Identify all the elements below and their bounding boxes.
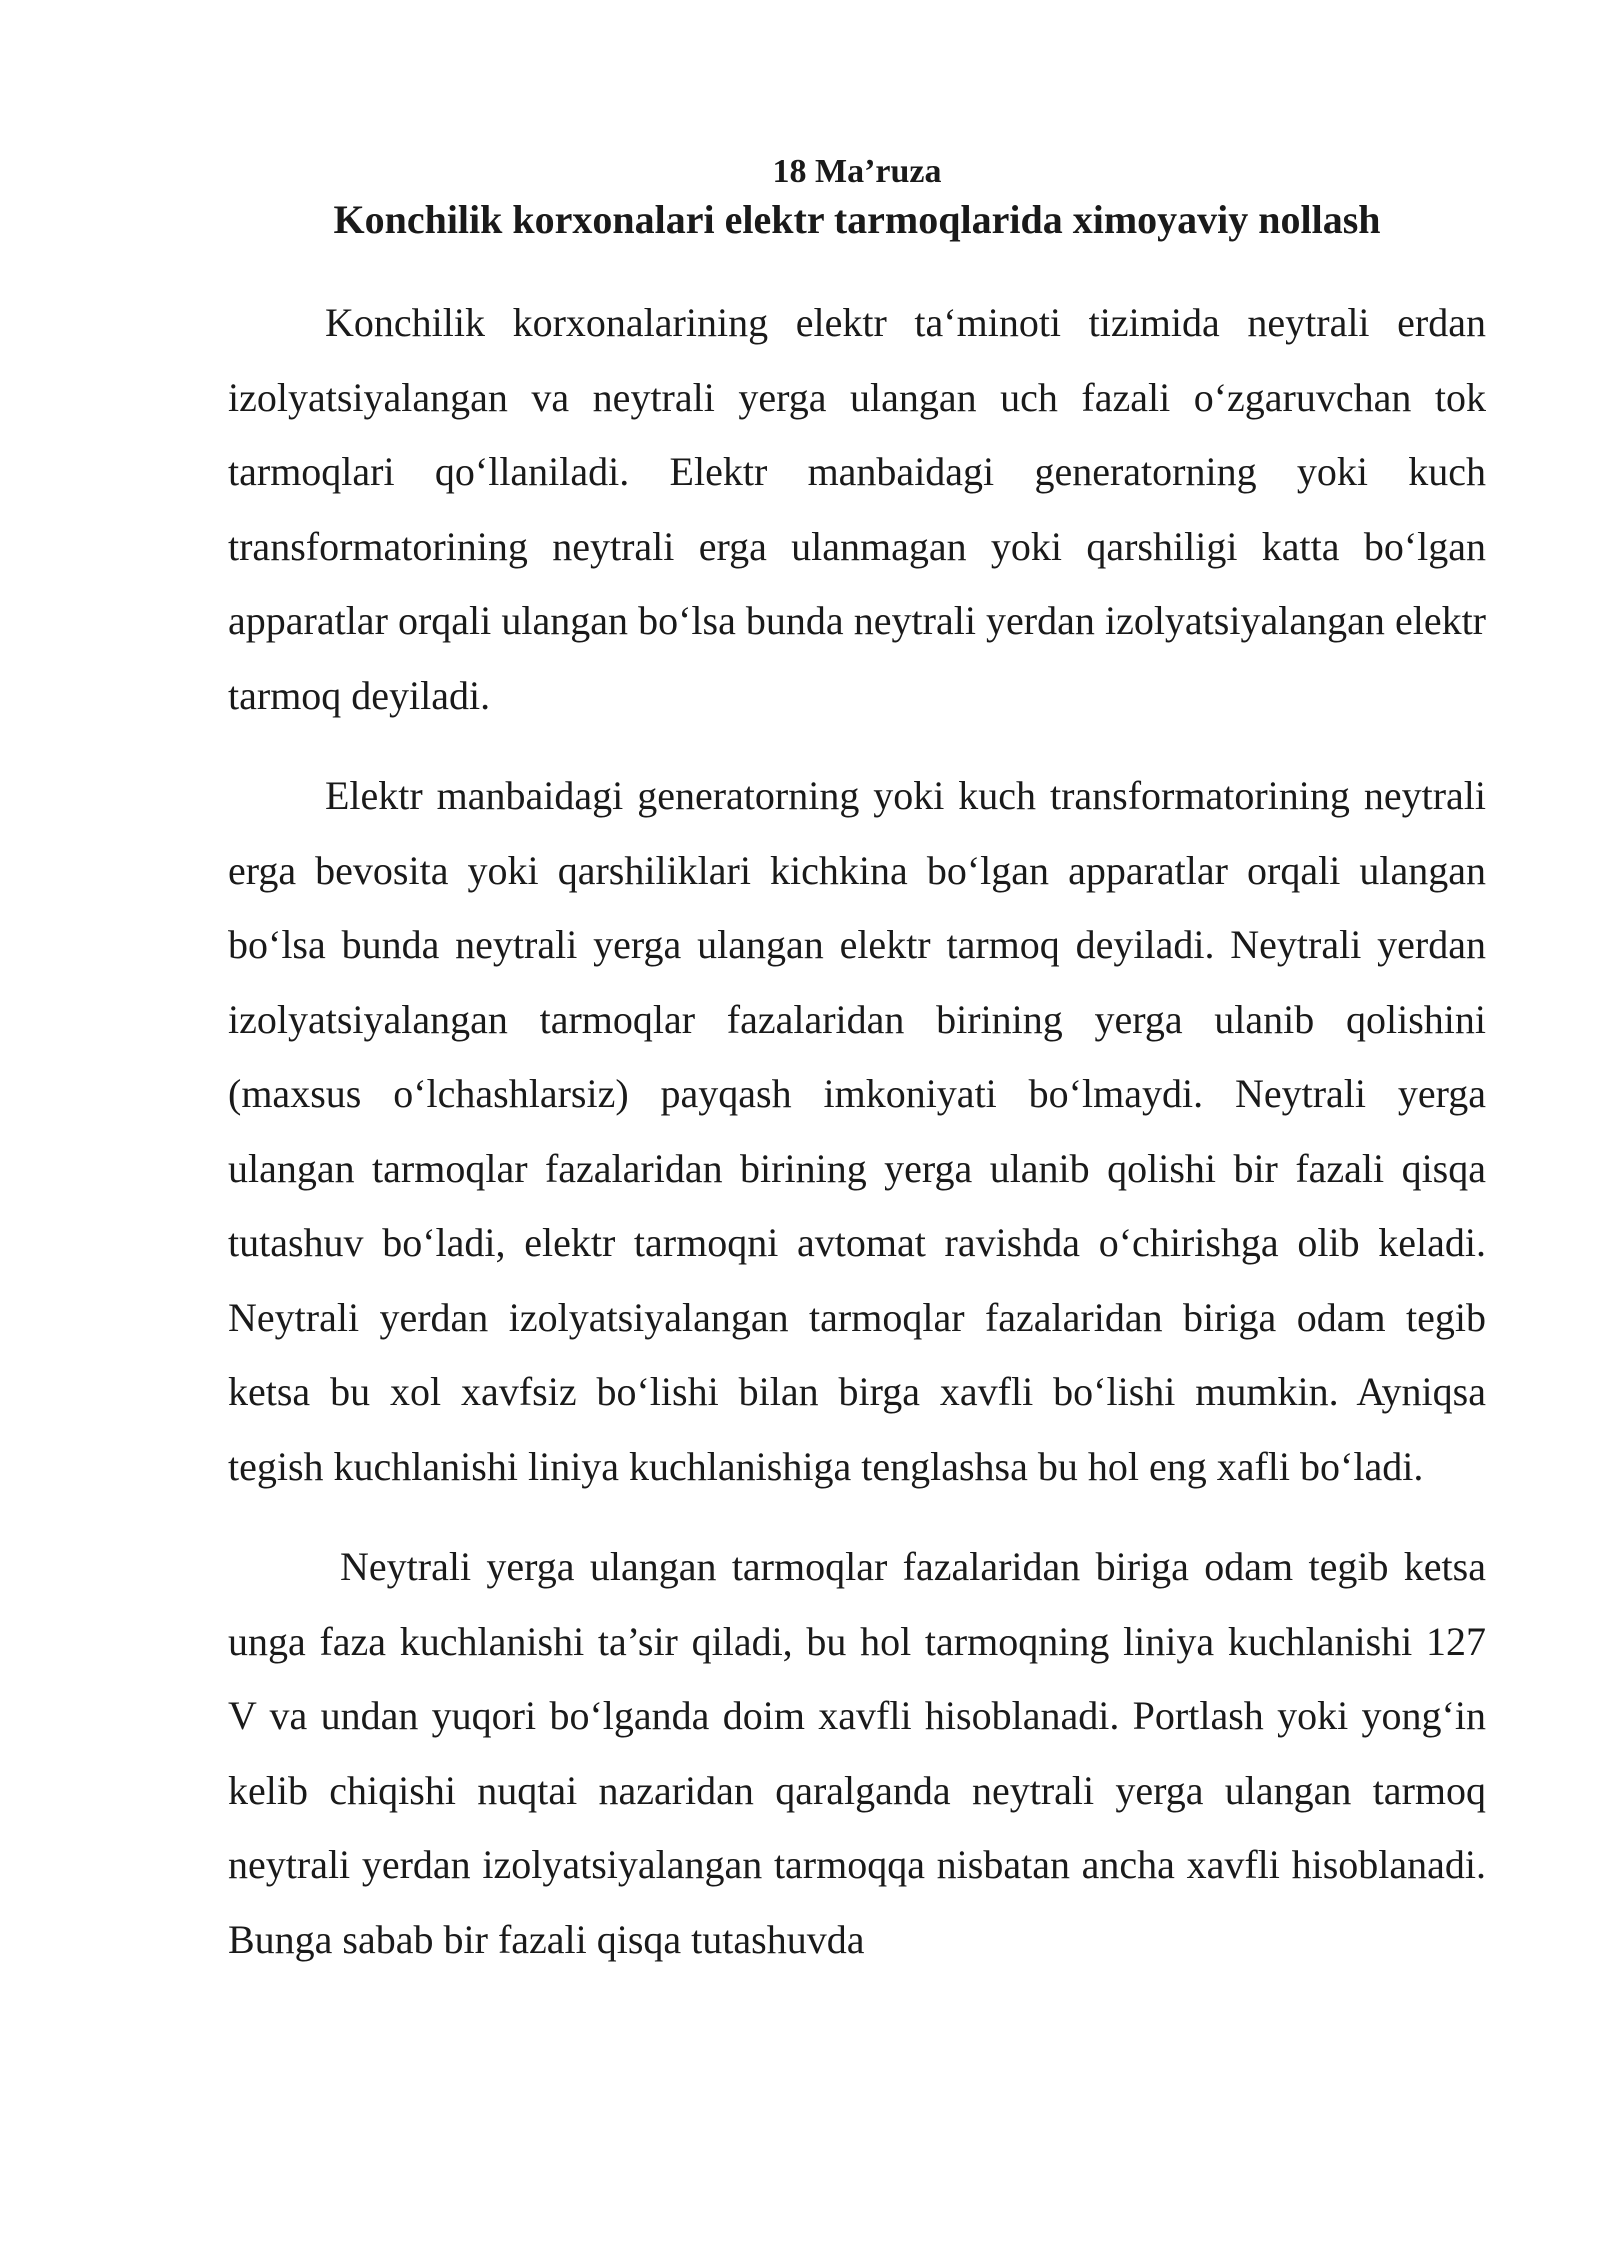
paragraph-2: Elektr manbaidagi generatorning yoki kuch transformatorining neytrali erga bevosita yoki qarshiliklari kichkina bo‘lgan apparatlar orqali ulangan bo‘lsa bunda neytrali yerga ulangan elektr tarmoq deyiladi. Neytrali yerdan izolyatsiyalangan tarmoqlar fazalaridan birining yerga ulanib qolishini (maxsus o‘lchashlarsiz) payqash imkoniyati bo‘lmaydi. Neytrali yerga ulangan tarmoqlar fazalaridan birining yerga ulanib qolishi bir fazali qisqa tutashuv bo‘ladi, elektr tarmoqni avtomat ravishda o‘chirishga olib keladi. Neytrali yerdan izolyatsiyalangan tarmoqlar fazalaridan biriga odam tegib ketsa bu xol xavfsiz bo‘lishi bilan birga xavfli bo‘lishi mumkin. Ayniqsa tegish kuchlanishi liniya kuchlanishiga tenglashsa bu hol eng xafli bo‘ladi. xyxy=(228,773,1486,1489)
lecture-number: 18 Ma’ruza xyxy=(772,153,942,190)
document-page xyxy=(228,150,1486,2003)
paragraph-3: Neytrali yerga ulangan tarmoqlar fazalaridan biriga odam tegib ketsa unga faza kuchlanishi ta’sir qiladi, bu hol tarmoqning liniya kuchlanishi 127 V va undan yuqori bo‘lganda doim xavfli hisoblanadi. Portlash yoki yong‘in kelib chiqishi nuqtai nazaridan qaralganda neytrali yerga ulangan tarmoq neytrali yerdan izolyatsiyalangan tarmoqqa nisbatan ancha xavfli hisoblanadi. Bunga sabab bir fazali qisqa tutashuvda xyxy=(228,1544,1486,1962)
lecture-title: Konchilik korxonalari elektr tarmoqlarida ximoyaviy nollash xyxy=(333,197,1381,242)
paragraph-1: Konchilik korxonalarining elektr ta‘minoti tizimida neytrali erdan izolyatsiyalangan va neytrali yerga ulangan uch fazali o‘zgaruvchan tok tarmoqlari qo‘llaniladi. Elektr manbaidagi generatorning yoki kuch transformatorining neytrali erga ulanmagan yoki qarshiligi katta bo‘lgan apparatlar orqali ulangan bo‘lsa bunda neytrali yerdan izolyatsiyalangan elektr tarmoq deyiladi. xyxy=(228,300,1486,718)
